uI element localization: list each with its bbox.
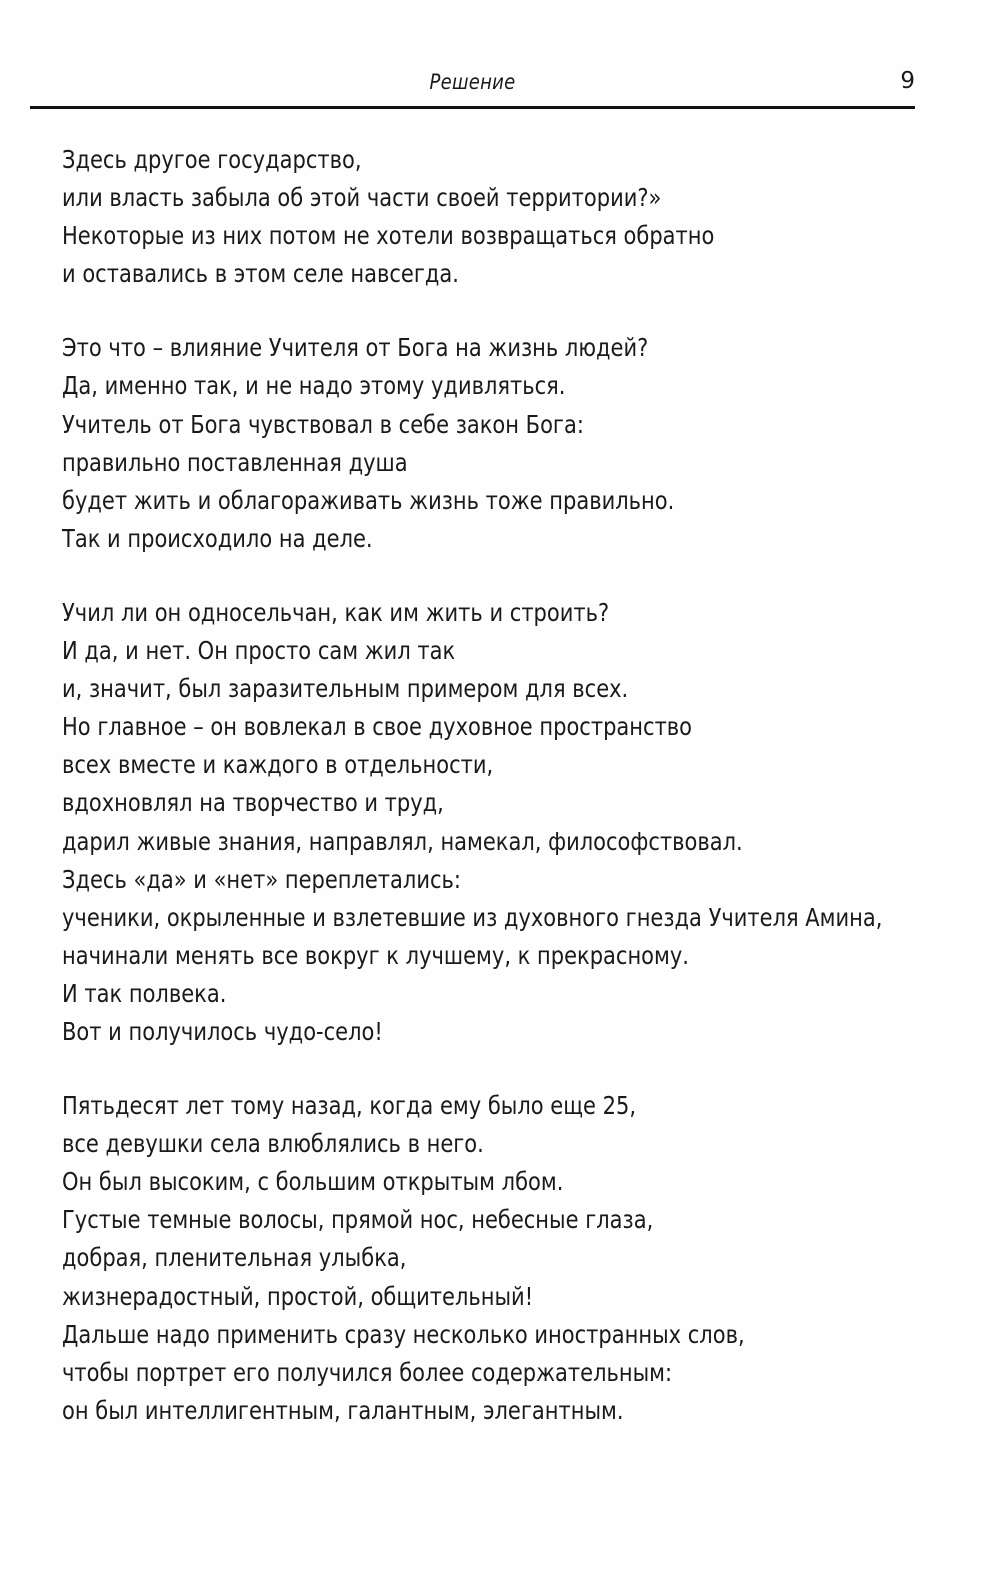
header-rule bbox=[30, 106, 915, 109]
stanza-4 bbox=[62, 1087, 942, 1430]
text-line: ученики, окрыленные и взлетевшие из духовного гнезда Учителя Амина, bbox=[62, 902, 883, 932]
page-number: 9 bbox=[900, 68, 915, 94]
text-line: и, значит, был заразительным примером для всех. bbox=[62, 674, 629, 704]
text-line: начинали менять все вокруг к лучшему, к прекрасному. bbox=[62, 940, 689, 970]
stanza-2 bbox=[62, 329, 942, 558]
stanza-3 bbox=[62, 594, 942, 1051]
page-header bbox=[30, 62, 915, 106]
text-line: добрая, пленительная улыбка, bbox=[62, 1243, 407, 1273]
running-title: Решение bbox=[429, 70, 516, 94]
text-line: жизнерадостный, простой, общительный! bbox=[62, 1281, 534, 1311]
text-line: Некоторые из них потом не хотели возвращаться обратно bbox=[62, 221, 715, 251]
text-line: Он был высоким, с большим открытым лбом. bbox=[62, 1167, 564, 1197]
page-body bbox=[62, 141, 942, 1430]
text-line: Вот и получилось чудо-село! bbox=[62, 1016, 383, 1046]
stanza-1 bbox=[62, 141, 942, 293]
text-line: Но главное – он вовлекал в свое духовное пространство bbox=[62, 712, 693, 742]
text-line: Пятьдесят лет тому назад, когда ему было еще 25, bbox=[62, 1091, 637, 1121]
text-line: все девушки села влюблялись в него. bbox=[62, 1129, 484, 1159]
text-line: дарил живые знания, направлял, намекал, философствовал. bbox=[62, 826, 743, 856]
text-line: Да, именно так, и не надо этому удивляться. bbox=[62, 371, 566, 401]
text-line: Густые темные волосы, прямой нос, небесные глаза, bbox=[62, 1205, 654, 1235]
text-line: Это что – влияние Учителя от Бога на жизнь людей? bbox=[62, 333, 649, 363]
text-line: Здесь «да» и «нет» переплетались: bbox=[62, 864, 461, 894]
text-line: Учил ли он односельчан, как им жить и строить? bbox=[62, 597, 610, 627]
text-line: он был интеллигентным, галантным, элегантным. bbox=[62, 1395, 624, 1425]
text-line: И да, и нет. Он просто сам жил так bbox=[62, 636, 456, 666]
text-line: И так полвека. bbox=[62, 978, 227, 1008]
text-line: и оставались в этом селе навсегда. bbox=[62, 259, 459, 289]
text-line: чтобы портрет его получился более содержательным: bbox=[62, 1357, 673, 1387]
text-line: будет жить и облагораживать жизнь тоже правильно. bbox=[62, 485, 675, 515]
text-line: Дальше надо применить сразу несколько иностранных слов, bbox=[62, 1319, 745, 1349]
text-line: Здесь другое государство, bbox=[62, 145, 362, 174]
text-line: всех вместе и каждого в отдельности, bbox=[62, 750, 494, 780]
text-line: вдохновлял на творчество и труд, bbox=[62, 788, 444, 818]
text-line: или власть забыла об этой части своей территории?» bbox=[62, 183, 662, 213]
text-line: правильно поставленная душа bbox=[62, 447, 408, 477]
text-line: Учитель от Бога чувствовал в себе закон Бога: bbox=[62, 409, 584, 439]
text-line: Так и происходило на деле. bbox=[62, 523, 373, 553]
